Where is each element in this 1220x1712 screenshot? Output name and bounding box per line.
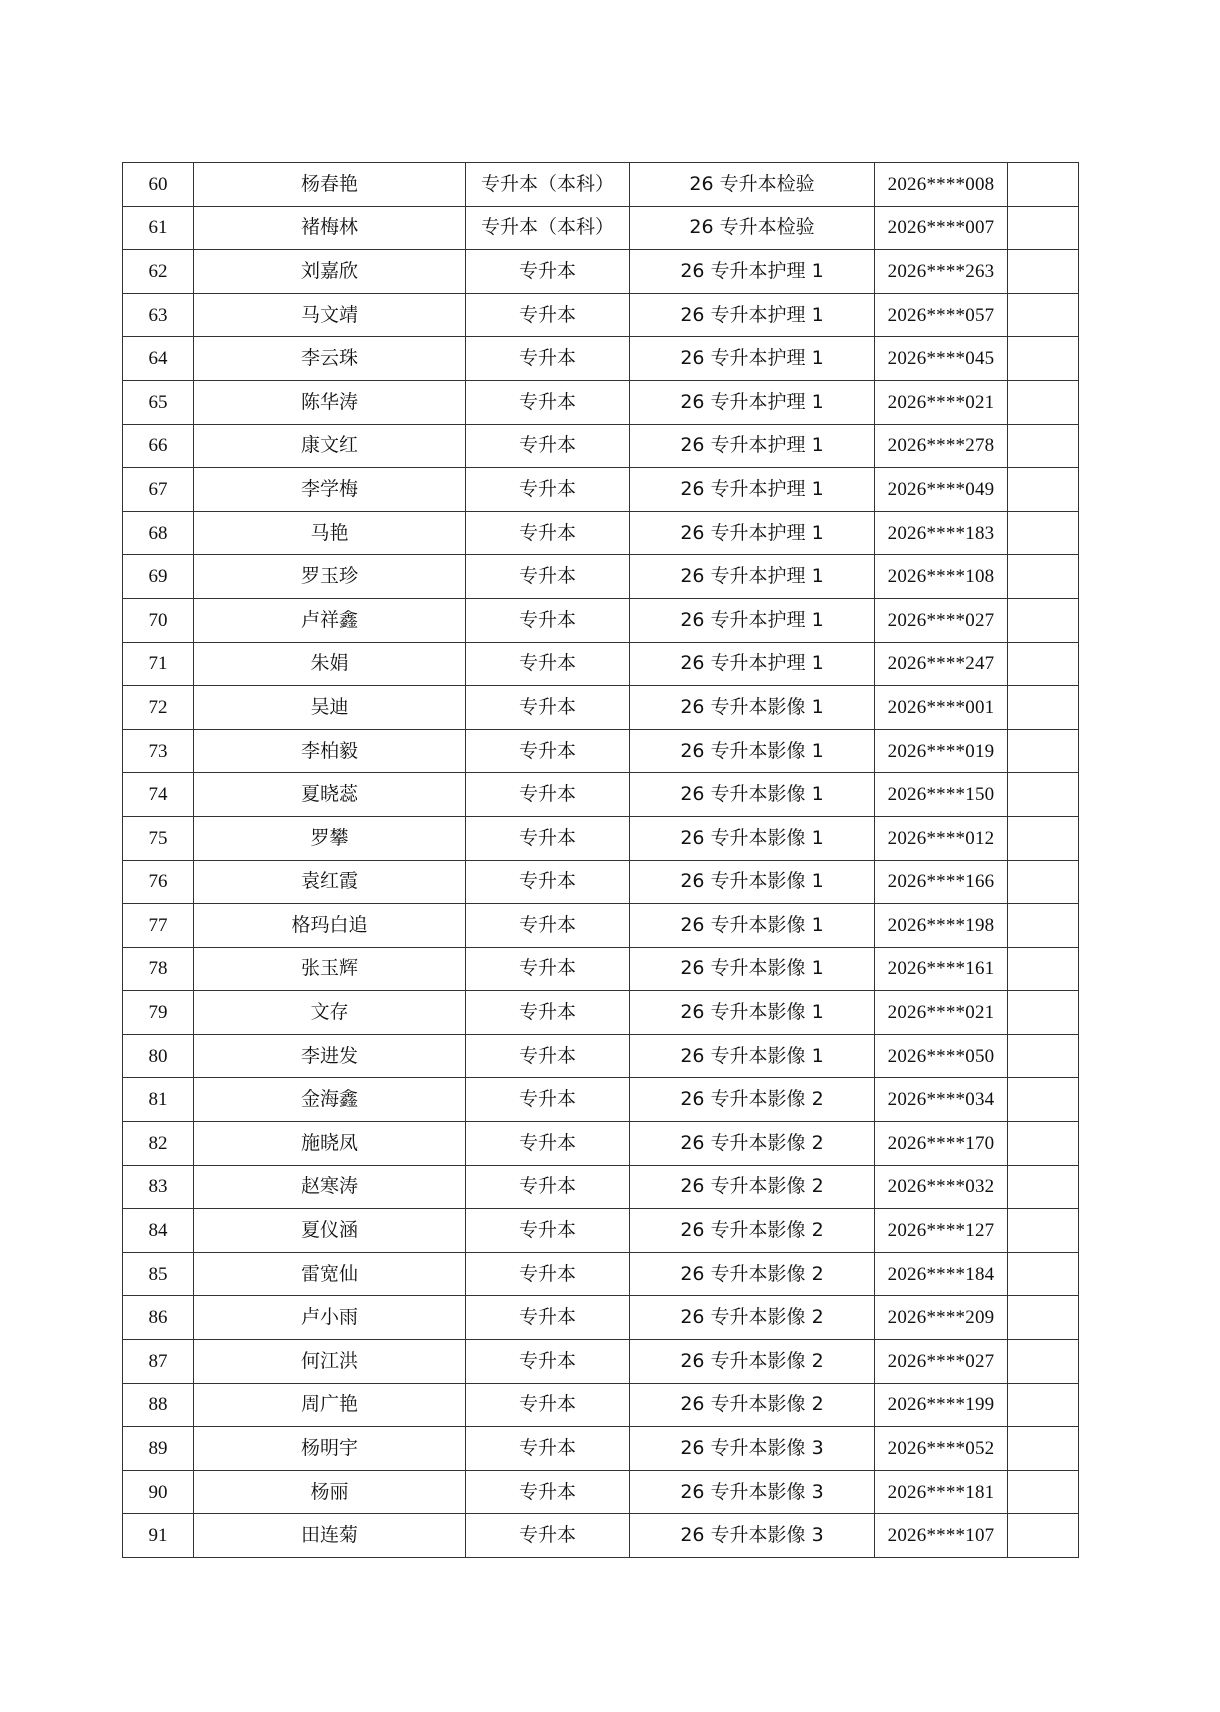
class-name-cell: 26 专升本护理 1 xyxy=(630,380,875,424)
class-name-cell: 26 专升本影像 2 xyxy=(630,1383,875,1427)
remarks-cell xyxy=(1008,642,1079,686)
program-type-cell: 专升本 xyxy=(466,729,630,773)
program-type-cell: 专升本 xyxy=(466,1427,630,1471)
table-row xyxy=(123,904,1079,948)
table-row xyxy=(123,1296,1079,1340)
program-type-cell: 专升本 xyxy=(466,468,630,512)
table-row xyxy=(123,337,1079,381)
remarks-cell xyxy=(1008,1209,1079,1253)
student-name-cell: 张玉辉 xyxy=(194,947,466,991)
row-number-cell: 61 xyxy=(123,206,194,250)
remarks-cell xyxy=(1008,1340,1079,1384)
student-id-cell: 2026****209 xyxy=(875,1296,1008,1340)
student-name-cell: 袁红霞 xyxy=(194,860,466,904)
row-number-cell: 80 xyxy=(123,1034,194,1078)
student-name-cell: 马文靖 xyxy=(194,293,466,337)
student-id-cell: 2026****027 xyxy=(875,1340,1008,1384)
row-number-cell: 87 xyxy=(123,1340,194,1384)
program-type-cell: 专升本 xyxy=(466,816,630,860)
class-name-cell: 26 专升本影像 2 xyxy=(630,1340,875,1384)
row-number-cell: 91 xyxy=(123,1514,194,1558)
class-name-cell: 26 专升本影像 3 xyxy=(630,1427,875,1471)
student-id-cell: 2026****021 xyxy=(875,380,1008,424)
class-name-cell: 26 专升本护理 1 xyxy=(630,468,875,512)
table-row xyxy=(123,1252,1079,1296)
student-id-cell: 2026****045 xyxy=(875,337,1008,381)
student-name-cell: 朱娟 xyxy=(194,642,466,686)
student-id-cell: 2026****107 xyxy=(875,1514,1008,1558)
program-type-cell: 专升本 xyxy=(466,293,630,337)
remarks-cell xyxy=(1008,1383,1079,1427)
student-name-cell: 吴迪 xyxy=(194,686,466,730)
student-name-cell: 周广艳 xyxy=(194,1383,466,1427)
student-name-cell: 施晓凤 xyxy=(194,1122,466,1166)
student-id-cell: 2026****057 xyxy=(875,293,1008,337)
program-type-cell: 专升本 xyxy=(466,991,630,1035)
remarks-cell xyxy=(1008,1252,1079,1296)
program-type-cell: 专升本 xyxy=(466,773,630,817)
student-id-cell: 2026****199 xyxy=(875,1383,1008,1427)
remarks-cell xyxy=(1008,860,1079,904)
table-row xyxy=(123,1209,1079,1253)
class-name-cell: 26 专升本护理 1 xyxy=(630,424,875,468)
row-number-cell: 68 xyxy=(123,511,194,555)
program-type-cell: 专升本 xyxy=(466,686,630,730)
table-row xyxy=(123,991,1079,1035)
remarks-cell xyxy=(1008,1427,1079,1471)
remarks-cell xyxy=(1008,163,1079,207)
remarks-cell xyxy=(1008,380,1079,424)
table-row xyxy=(123,686,1079,730)
student-id-cell: 2026****278 xyxy=(875,424,1008,468)
student-name-cell: 夏晓蕊 xyxy=(194,773,466,817)
student-name-cell: 杨明宇 xyxy=(194,1427,466,1471)
table-row xyxy=(123,511,1079,555)
class-name-cell: 26 专升本影像 2 xyxy=(630,1209,875,1253)
student-id-cell: 2026****184 xyxy=(875,1252,1008,1296)
student-id-cell: 2026****247 xyxy=(875,642,1008,686)
row-number-cell: 85 xyxy=(123,1252,194,1296)
student-name-cell: 金海鑫 xyxy=(194,1078,466,1122)
class-name-cell: 26 专升本影像 1 xyxy=(630,991,875,1035)
class-name-cell: 26 专升本影像 2 xyxy=(630,1078,875,1122)
student-id-cell: 2026****027 xyxy=(875,598,1008,642)
student-name-cell: 卢祥鑫 xyxy=(194,598,466,642)
row-number-cell: 60 xyxy=(123,163,194,207)
student-id-cell: 2026****012 xyxy=(875,816,1008,860)
program-type-cell: 专升本 xyxy=(466,1165,630,1209)
class-name-cell: 26 专升本影像 1 xyxy=(630,1034,875,1078)
table-row xyxy=(123,163,1079,207)
table-row xyxy=(123,1034,1079,1078)
student-name-cell: 田连菊 xyxy=(194,1514,466,1558)
program-type-cell: 专升本 xyxy=(466,555,630,599)
class-name-cell: 26 专升本护理 1 xyxy=(630,293,875,337)
row-number-cell: 73 xyxy=(123,729,194,773)
student-id-cell: 2026****019 xyxy=(875,729,1008,773)
student-id-cell: 2026****170 xyxy=(875,1122,1008,1166)
remarks-cell xyxy=(1008,1078,1079,1122)
program-type-cell: 专升本 xyxy=(466,1514,630,1558)
table-row xyxy=(123,642,1079,686)
class-name-cell: 26 专升本影像 2 xyxy=(630,1252,875,1296)
table-row xyxy=(123,1340,1079,1384)
program-type-cell: 专升本 xyxy=(466,1122,630,1166)
student-id-cell: 2026****181 xyxy=(875,1470,1008,1514)
class-name-cell: 26 专升本影像 1 xyxy=(630,860,875,904)
program-type-cell: 专升本 xyxy=(466,1209,630,1253)
student-name-cell: 罗玉珍 xyxy=(194,555,466,599)
student-id-cell: 2026****263 xyxy=(875,250,1008,294)
class-name-cell: 26 专升本护理 1 xyxy=(630,642,875,686)
class-name-cell: 26 专升本影像 1 xyxy=(630,773,875,817)
program-type-cell: 专升本 xyxy=(466,424,630,468)
program-type-cell: 专升本 xyxy=(466,250,630,294)
student-id-cell: 2026****198 xyxy=(875,904,1008,948)
class-name-cell: 26 专升本影像 1 xyxy=(630,729,875,773)
student-name-cell: 杨丽 xyxy=(194,1470,466,1514)
class-name-cell: 26 专升本护理 1 xyxy=(630,250,875,294)
class-name-cell: 26 专升本影像 3 xyxy=(630,1470,875,1514)
table-row xyxy=(123,598,1079,642)
program-type-cell: 专升本 xyxy=(466,947,630,991)
student-id-cell: 2026****007 xyxy=(875,206,1008,250)
class-name-cell: 26 专升本护理 1 xyxy=(630,555,875,599)
remarks-cell xyxy=(1008,904,1079,948)
table-row xyxy=(123,773,1079,817)
row-number-cell: 75 xyxy=(123,816,194,860)
program-type-cell: 专升本 xyxy=(466,642,630,686)
remarks-cell xyxy=(1008,947,1079,991)
row-number-cell: 78 xyxy=(123,947,194,991)
row-number-cell: 76 xyxy=(123,860,194,904)
table-row xyxy=(123,947,1079,991)
class-name-cell: 26 专升本护理 1 xyxy=(630,598,875,642)
table-row xyxy=(123,860,1079,904)
student-id-cell: 2026****034 xyxy=(875,1078,1008,1122)
student-name-cell: 陈华涛 xyxy=(194,380,466,424)
class-name-cell: 26 专升本影像 2 xyxy=(630,1296,875,1340)
roster-body xyxy=(123,163,1079,1558)
row-number-cell: 88 xyxy=(123,1383,194,1427)
class-name-cell: 26 专升本影像 1 xyxy=(630,947,875,991)
table-row xyxy=(123,424,1079,468)
row-number-cell: 83 xyxy=(123,1165,194,1209)
remarks-cell xyxy=(1008,729,1079,773)
student-name-cell: 刘嘉欣 xyxy=(194,250,466,294)
class-name-cell: 26 专升本影像 1 xyxy=(630,816,875,860)
remarks-cell xyxy=(1008,511,1079,555)
student-id-cell: 2026****150 xyxy=(875,773,1008,817)
remarks-cell xyxy=(1008,468,1079,512)
remarks-cell xyxy=(1008,1296,1079,1340)
program-type-cell: 专升本 xyxy=(466,337,630,381)
remarks-cell xyxy=(1008,555,1079,599)
remarks-cell xyxy=(1008,293,1079,337)
row-number-cell: 86 xyxy=(123,1296,194,1340)
remarks-cell xyxy=(1008,250,1079,294)
row-number-cell: 64 xyxy=(123,337,194,381)
class-name-cell: 26 专升本影像 1 xyxy=(630,904,875,948)
student-name-cell: 李柏毅 xyxy=(194,729,466,773)
table-row xyxy=(123,1078,1079,1122)
remarks-cell xyxy=(1008,598,1079,642)
program-type-cell: 专升本（本科） xyxy=(466,163,630,207)
class-name-cell: 26 专升本影像 2 xyxy=(630,1122,875,1166)
program-type-cell: 专升本 xyxy=(466,1470,630,1514)
student-id-cell: 2026****008 xyxy=(875,163,1008,207)
program-type-cell: 专升本 xyxy=(466,860,630,904)
student-id-cell: 2026****161 xyxy=(875,947,1008,991)
class-name-cell: 26 专升本护理 1 xyxy=(630,337,875,381)
remarks-cell xyxy=(1008,1514,1079,1558)
class-name-cell: 26 专升本护理 1 xyxy=(630,511,875,555)
remarks-cell xyxy=(1008,1165,1079,1209)
student-name-cell: 马艳 xyxy=(194,511,466,555)
table-row xyxy=(123,1165,1079,1209)
program-type-cell: 专升本 xyxy=(466,1296,630,1340)
program-type-cell: 专升本 xyxy=(466,598,630,642)
program-type-cell: 专升本 xyxy=(466,380,630,424)
remarks-cell xyxy=(1008,991,1079,1035)
program-type-cell: 专升本 xyxy=(466,904,630,948)
program-type-cell: 专升本（本科） xyxy=(466,206,630,250)
table-row xyxy=(123,1427,1079,1471)
student-id-cell: 2026****001 xyxy=(875,686,1008,730)
program-type-cell: 专升本 xyxy=(466,511,630,555)
student-name-cell: 褚梅林 xyxy=(194,206,466,250)
remarks-cell xyxy=(1008,816,1079,860)
row-number-cell: 69 xyxy=(123,555,194,599)
student-name-cell: 何江洪 xyxy=(194,1340,466,1384)
student-name-cell: 赵寒涛 xyxy=(194,1165,466,1209)
table-row xyxy=(123,555,1079,599)
row-number-cell: 63 xyxy=(123,293,194,337)
program-type-cell: 专升本 xyxy=(466,1252,630,1296)
student-roster-table xyxy=(122,162,1079,1558)
row-number-cell: 82 xyxy=(123,1122,194,1166)
row-number-cell: 90 xyxy=(123,1470,194,1514)
class-name-cell: 26 专升本检验 xyxy=(630,206,875,250)
table-row xyxy=(123,380,1079,424)
row-number-cell: 66 xyxy=(123,424,194,468)
student-name-cell: 文存 xyxy=(194,991,466,1035)
row-number-cell: 77 xyxy=(123,904,194,948)
row-number-cell: 81 xyxy=(123,1078,194,1122)
row-number-cell: 62 xyxy=(123,250,194,294)
row-number-cell: 71 xyxy=(123,642,194,686)
row-number-cell: 89 xyxy=(123,1427,194,1471)
student-name-cell: 雷宽仙 xyxy=(194,1252,466,1296)
table-row xyxy=(123,1514,1079,1558)
row-number-cell: 67 xyxy=(123,468,194,512)
row-number-cell: 74 xyxy=(123,773,194,817)
student-id-cell: 2026****183 xyxy=(875,511,1008,555)
table-row xyxy=(123,1470,1079,1514)
row-number-cell: 65 xyxy=(123,380,194,424)
class-name-cell: 26 专升本影像 3 xyxy=(630,1514,875,1558)
student-name-cell: 卢小雨 xyxy=(194,1296,466,1340)
remarks-cell xyxy=(1008,686,1079,730)
row-number-cell: 70 xyxy=(123,598,194,642)
remarks-cell xyxy=(1008,1034,1079,1078)
class-name-cell: 26 专升本影像 2 xyxy=(630,1165,875,1209)
table-row xyxy=(123,293,1079,337)
student-name-cell: 李云珠 xyxy=(194,337,466,381)
student-id-cell: 2026****032 xyxy=(875,1165,1008,1209)
student-id-cell: 2026****052 xyxy=(875,1427,1008,1471)
student-name-cell: 罗攀 xyxy=(194,816,466,860)
row-number-cell: 79 xyxy=(123,991,194,1035)
class-name-cell: 26 专升本检验 xyxy=(630,163,875,207)
student-id-cell: 2026****166 xyxy=(875,860,1008,904)
remarks-cell xyxy=(1008,773,1079,817)
remarks-cell xyxy=(1008,337,1079,381)
table-row xyxy=(123,250,1079,294)
remarks-cell xyxy=(1008,1122,1079,1166)
class-name-cell: 26 专升本影像 1 xyxy=(630,686,875,730)
table-row xyxy=(123,468,1079,512)
table-row xyxy=(123,206,1079,250)
program-type-cell: 专升本 xyxy=(466,1034,630,1078)
table-row xyxy=(123,1122,1079,1166)
table-row xyxy=(123,816,1079,860)
remarks-cell xyxy=(1008,206,1079,250)
student-id-cell: 2026****049 xyxy=(875,468,1008,512)
table-row xyxy=(123,1383,1079,1427)
remarks-cell xyxy=(1008,424,1079,468)
student-name-cell: 李学梅 xyxy=(194,468,466,512)
student-id-cell: 2026****021 xyxy=(875,991,1008,1035)
student-id-cell: 2026****108 xyxy=(875,555,1008,599)
student-name-cell: 李进发 xyxy=(194,1034,466,1078)
student-name-cell: 康文红 xyxy=(194,424,466,468)
student-name-cell: 夏仪涵 xyxy=(194,1209,466,1253)
table-row xyxy=(123,729,1079,773)
student-name-cell: 格玛白追 xyxy=(194,904,466,948)
program-type-cell: 专升本 xyxy=(466,1340,630,1384)
student-name-cell: 杨春艳 xyxy=(194,163,466,207)
row-number-cell: 84 xyxy=(123,1209,194,1253)
remarks-cell xyxy=(1008,1470,1079,1514)
student-id-cell: 2026****050 xyxy=(875,1034,1008,1078)
row-number-cell: 72 xyxy=(123,686,194,730)
program-type-cell: 专升本 xyxy=(466,1078,630,1122)
program-type-cell: 专升本 xyxy=(466,1383,630,1427)
student-id-cell: 2026****127 xyxy=(875,1209,1008,1253)
